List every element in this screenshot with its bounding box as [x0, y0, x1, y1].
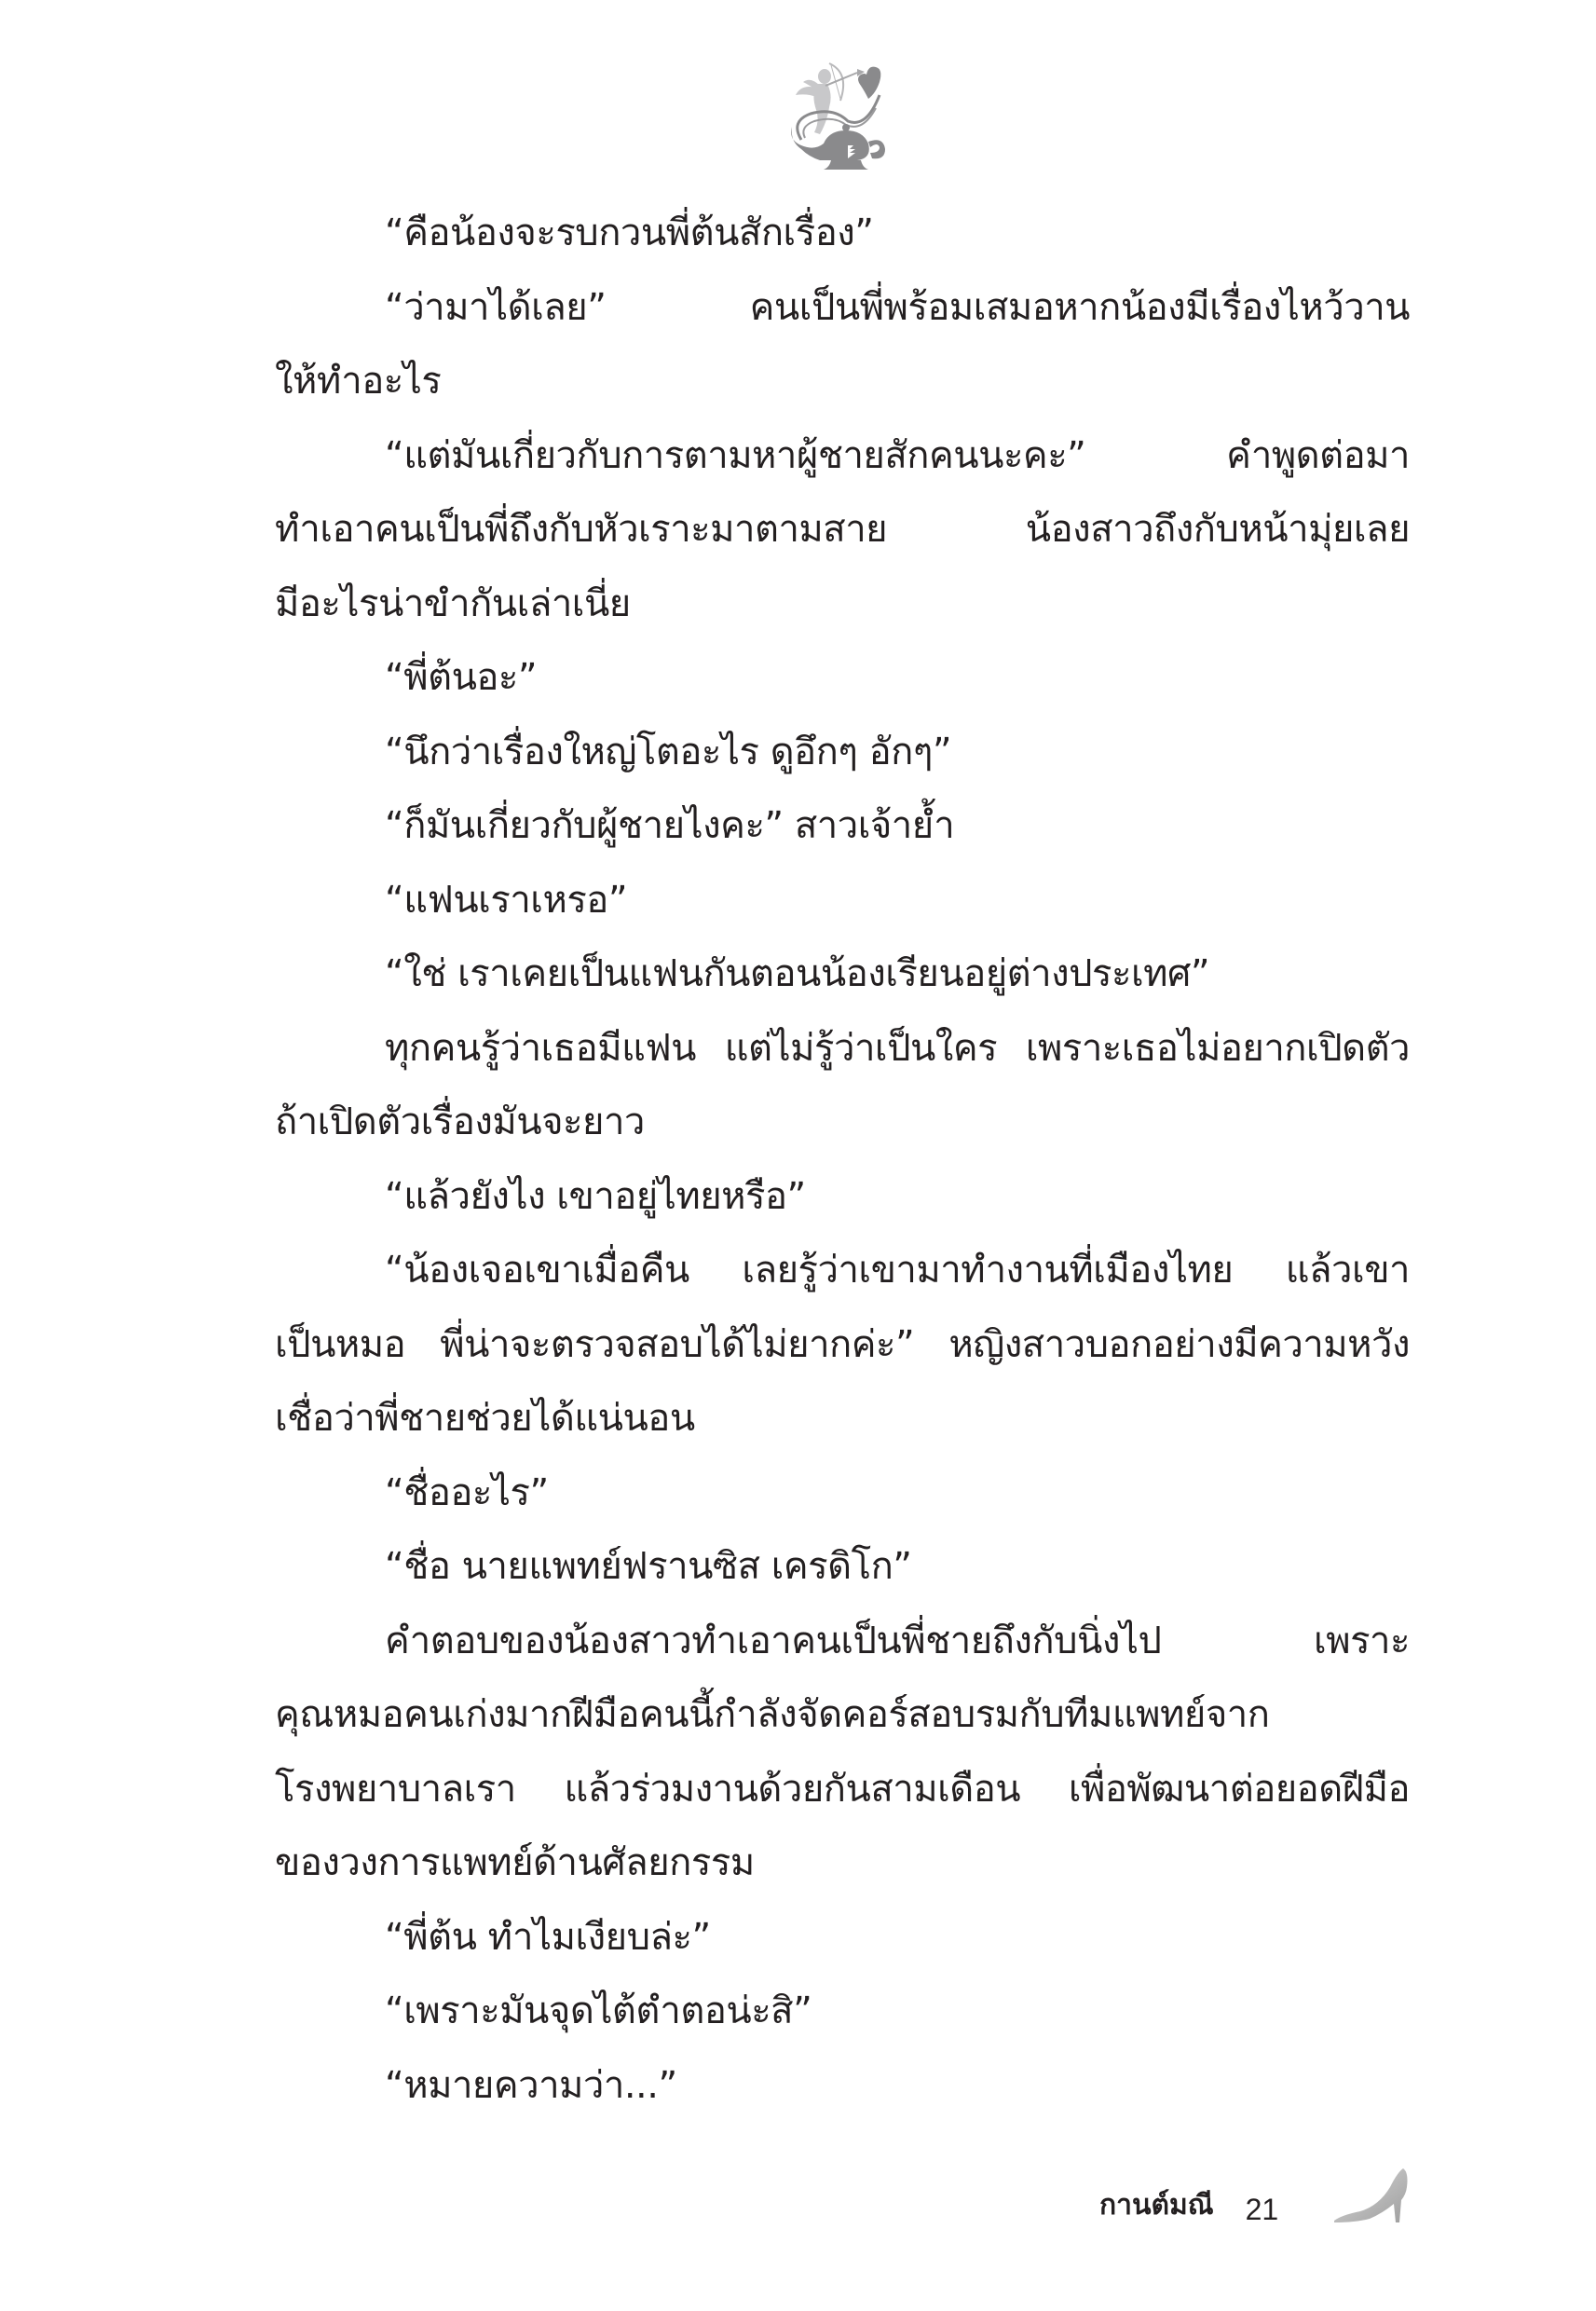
cupid-magic-lamp-icon [783, 56, 890, 172]
text-line: ทุกคนรู้ว่าเธอมีแฟน แต่ไม่รู้ว่าเป็นใคร เพราะเธอไม่อยากเปิดตัว [385, 1026, 1410, 1070]
text-line: “ใช่ เราเคยเป็นแฟนกันตอนน้องเรียนอยู่ต่างประเทศ” [385, 952, 1210, 995]
page-footer [1099, 2171, 1278, 2227]
text-line: เป็นหมอ พี่น่าจะตรวจสอบได้ไม่ยากค่ะ” หญิงสาวบอกอย่างมีความหวัง [275, 1322, 1410, 1366]
text-line: “แต่มันเกี่ยวกับการตามหาผู้ชายสักคนนะคะ” คำพูดต่อมา [385, 433, 1410, 477]
text-line: ของวงการแพทย์ด้านศัลยกรรม [275, 1841, 755, 1884]
text-line: “พี่ต้นอะ” [385, 656, 538, 699]
text-line: มีอะไรน่าขำกันเล่าเนี่ย [275, 581, 631, 625]
text-line: คำตอบของน้องสาวทำเอาคนเป็นพี่ชายถึงกับนิ่งไป เพราะ [385, 1619, 1410, 1662]
text-line: ให้ทำอะไร [275, 360, 442, 403]
text-line: คุณหมอคนเก่งมากฝีมือคนนี้กำลังจัดคอร์สอบรมกับทีมแพทย์จาก [275, 1693, 1270, 1736]
text-line: เชื่อว่าพี่ชายช่วยได้แน่นอน [275, 1397, 695, 1440]
book-title: กานต์มณี [1099, 2190, 1214, 2221]
text-line: “แล้วยังไง เขาอยู่ไทยหรือ” [385, 1174, 806, 1218]
text-line: “ชื่ออะไร” [385, 1470, 549, 1514]
high-heel-shoe-icon [1332, 2167, 1416, 2224]
text-line: “นึกว่าเรื่องใหญ่โตอะไร ดูอึกๆ อักๆ” [385, 730, 952, 773]
text-line: “ว่ามาได้เลย” คนเป็นพี่พร้อมเสมอหากน้องมีเรื่องไหว้วาน [385, 285, 1410, 329]
text-line: “ก็มันเกี่ยวกับผู้ชายไงคะ” สาวเจ้าย้ำ [385, 804, 955, 847]
text-line: “พี่ต้น ทำไมเงียบล่ะ” [385, 1915, 711, 1959]
text-line: “น้องเจอเขาเมื่อคืน เลยรู้ว่าเขามาทำงานที่เมืองไทย แล้วเขา [385, 1249, 1410, 1292]
text-line: “คือน้องจะรบกวนพี่ต้นสักเรื่อง” [385, 212, 874, 254]
text-line: “ชื่อ นายแพทย์ฟรานซิส เครดิโก” [385, 1545, 912, 1588]
text-line: โรงพยาบาลเรา แล้วร่วมงานด้วยกันสามเดือน เพื่อพัฒนาต่อยอดฝีมือ [275, 1767, 1410, 1811]
text-line: “เพราะมันจุดไต้ตำตอน่ะสิ” [385, 1990, 812, 2032]
text-line: “แฟนเราเหรอ” [385, 878, 628, 922]
text-line: ทำเอาคนเป็นพี่ถึงกับหัวเราะมาตามสาย น้องสาวถึงกับหน้ามุ่ยเลย [275, 508, 1410, 551]
text-line: “หมายความว่า...” [385, 2063, 677, 2107]
text-line: ถ้าเปิดตัวเรื่องมันจะยาว [275, 1101, 645, 1143]
page-number: 21 [1245, 2193, 1279, 2226]
